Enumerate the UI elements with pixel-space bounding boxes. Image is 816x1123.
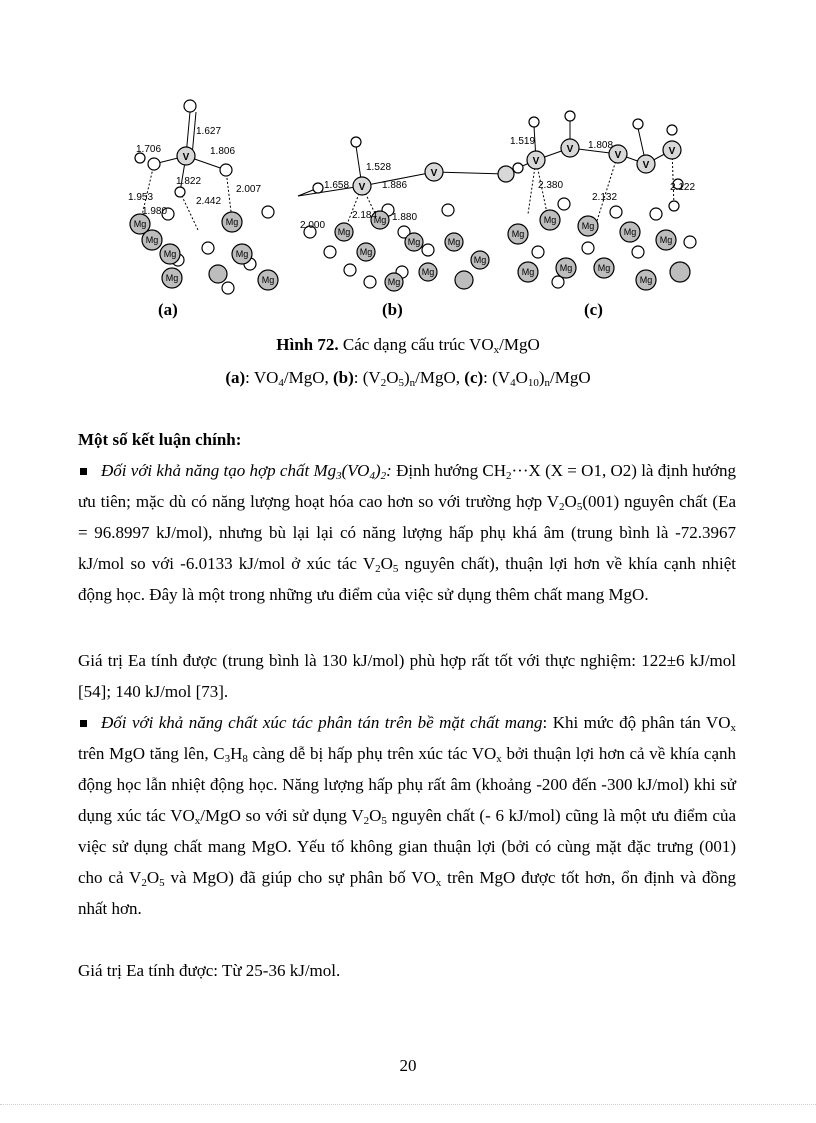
section-heading: Một số kết luận chính:: [78, 430, 242, 449]
svg-text:Mg: Mg: [521, 267, 535, 277]
svg-text:Mg: Mg: [163, 249, 177, 259]
caption-a-end: /MgO,: [283, 368, 334, 387]
caption-b-end: /MgO,: [415, 368, 465, 387]
caption-c-label: (c): [464, 368, 484, 387]
b1-t5-sub: 5: [392, 563, 399, 575]
molecular-structures-image: [118, 92, 698, 297]
figure-caption-panels: [0, 368, 816, 388]
svg-text:Mg: Mg: [387, 277, 401, 287]
caption-a-label: (a): [225, 368, 246, 387]
svg-text:2.000: 2.000: [300, 220, 326, 231]
caption-b-close: ): [404, 368, 410, 387]
svg-text:V: V: [532, 156, 540, 167]
svg-text:2.122: 2.122: [670, 182, 696, 193]
b2-t9: O: [146, 868, 160, 887]
b1-it-sub1: 3: [336, 470, 342, 482]
caption-c-end: /MgO: [550, 368, 591, 387]
b2-t6: /MgO so với sử dụng V: [200, 806, 364, 825]
svg-text:V: V: [430, 168, 438, 179]
page-bottom-border: [0, 1104, 816, 1105]
b2-t4-sub: x: [496, 753, 502, 765]
b1-it-c: ): [374, 461, 381, 480]
svg-text:Mg: Mg: [543, 215, 557, 225]
b1-t5: O: [380, 554, 393, 573]
svg-text:V: V: [642, 160, 650, 171]
svg-text:V: V: [668, 146, 676, 157]
svg-text:1.886: 1.886: [382, 180, 408, 191]
svg-text:1.980: 1.980: [142, 206, 168, 217]
svg-text:Mg: Mg: [581, 221, 595, 231]
caption-a-text: : VO: [245, 368, 279, 387]
b1-t3: O: [564, 492, 577, 511]
b1-t4: (001) nguyên chất (Ea = 96.8997 kJ/mol), nhưng bù lại lại có năng lượng hấp phụ khá âm (trung bình là -72.3967 kJ/mol so với -6.0133 kJ/mol ở xúc tác V: [78, 492, 737, 573]
svg-text:2.184: 2.184: [352, 210, 378, 221]
b2-t5: bởi thuận lợi hơn cả về khía cạnh động học lẫn nhiệt động học. Năng lượng hấp phụ rất âm (khoảng -200 đến -300 kJ/mol) khi sử dụng xúc tác VO: [78, 744, 736, 825]
b2-t1-sub: x: [730, 722, 736, 734]
b2-t2-sub: 3: [224, 753, 231, 765]
svg-text:Mg: Mg: [421, 267, 435, 277]
b2-t3: H: [230, 744, 243, 763]
svg-text:1.822: 1.822: [176, 176, 202, 187]
svg-text:Mg: Mg: [473, 255, 487, 265]
b1-t1-sub: 2: [506, 470, 512, 482]
b2-t1: : Khi mức độ phân tán VO: [542, 713, 731, 732]
svg-text:Mg: Mg: [359, 247, 373, 257]
svg-text:Mg: Mg: [559, 263, 573, 273]
caption-c-text: : (V: [483, 368, 511, 387]
svg-text:Mg: Mg: [623, 227, 637, 237]
caption-b-text: : (V: [353, 368, 381, 387]
conclusion-bullet-2: [78, 707, 736, 924]
b2-t11: trên MgO được tốt hơn, ổn định và đồng nhất hơn.: [78, 868, 736, 918]
svg-text:Mg: Mg: [597, 263, 611, 273]
b2-t6-sub: 2: [363, 815, 370, 827]
b1-t4-sub: 2: [375, 563, 381, 575]
b1-it-b: (VO: [341, 461, 370, 480]
svg-text:2.007: 2.007: [236, 184, 262, 195]
paragraph-ea-1: Giá trị Ea tính được (trung bình là 130 kJ/mol) phù hợp rất tốt với thực nghiệm: 122±6 kJ/mol [54]; 140 kJ/mol [73].: [78, 651, 736, 701]
b1-t2-sub: 2: [559, 501, 565, 513]
structure-figure: [118, 92, 698, 297]
b1-it-sub2: 4: [369, 470, 375, 482]
b2-t8: nguyên chất (- 6 kJ/mol) cũng là một ưu điểm của việc sử dụng chất mang MgO. Yếu tố không gian thuận lợi (bởi có cùng mặt đặc trưng (001) cho cả V: [78, 806, 736, 887]
svg-text:2.380: 2.380: [538, 180, 564, 191]
figure-caption-title: [0, 335, 816, 355]
svg-text:Mg: Mg: [225, 217, 239, 227]
caption-c-sub1: 4: [510, 377, 516, 389]
paragraph-ea-2: Giá trị Ea tính được: Từ 25-36 kJ/mol.: [78, 961, 341, 980]
svg-text:1.706: 1.706: [136, 144, 162, 155]
caption-figure-number: Hình 72.: [276, 335, 339, 354]
svg-text:Mg: Mg: [373, 215, 387, 225]
panel-label-a: (a): [158, 300, 178, 319]
b1-it-a: Đối với khả năng tạo hợp chất Mg: [101, 461, 337, 480]
caption-title-text: Các dạng cấu trúc VO: [338, 335, 494, 354]
caption-b-sub1: 2: [380, 377, 387, 389]
caption-b-sub3: n: [409, 377, 416, 389]
svg-text:1.880: 1.880: [392, 212, 418, 223]
b2-t10: và MgO) đã giúp cho sự phân bố VO: [164, 868, 436, 887]
svg-text:V: V: [614, 150, 622, 161]
caption-c-mid: O: [515, 368, 528, 387]
conclusion-bullet-1: [78, 455, 736, 610]
svg-text:Mg: Mg: [261, 275, 275, 285]
b2-t7-sub: 5: [381, 815, 387, 827]
b1-t6: nguyên chất), thuận lợi hơn về khía cạnh nhiệt động học. Đây là một trong những ưu điểm của việc sử dụng thêm chất mang MgO.: [78, 554, 736, 604]
panel-label-c: (c): [584, 300, 603, 319]
svg-text:2.442: 2.442: [196, 196, 222, 207]
b1-t2: ···X (X = O1, O2) là định hướng ưu tiên; mặc dù có năng lượng hoạt hóa cao hơn so với trường hợp V: [78, 461, 736, 511]
b2-t9-sub: 5: [159, 877, 165, 889]
svg-text:1.528: 1.528: [366, 162, 392, 173]
svg-text:Mg: Mg: [659, 235, 673, 245]
caption-b-sub2: 5: [398, 377, 404, 389]
svg-text:2.132: 2.132: [592, 192, 618, 203]
svg-text:V: V: [358, 182, 366, 193]
caption-c-sub3: n: [544, 377, 551, 389]
svg-text:Mg: Mg: [337, 227, 351, 237]
svg-text:Mg: Mg: [133, 219, 147, 229]
b2-t5-sub: x: [194, 815, 201, 827]
svg-text:Mg: Mg: [447, 237, 461, 247]
caption-sub: x: [493, 344, 500, 356]
panel-label-b: (b): [382, 300, 403, 319]
b2-t4: càng dễ bị hấp phụ trên xúc tác VO: [247, 744, 497, 763]
svg-text:1.627: 1.627: [196, 126, 222, 137]
svg-text:Mg: Mg: [235, 249, 249, 259]
bullet1-italic: [101, 461, 392, 480]
b1-it-sub3: 2: [380, 470, 387, 482]
b2-t2: trên MgO tăng lên, C: [78, 744, 225, 763]
bullet-square-icon: [80, 720, 87, 727]
caption-a-sub: 4: [278, 377, 284, 389]
svg-text:Mg: Mg: [511, 229, 525, 239]
caption-c-close: ): [538, 368, 545, 387]
caption-b-label: (b): [333, 368, 354, 387]
caption-title-end: /MgO: [499, 335, 540, 354]
svg-text:1.808: 1.808: [588, 140, 614, 151]
caption-b-mid: O: [386, 368, 399, 387]
bullet-square-icon: [80, 468, 87, 475]
caption-c-sub2: 10: [527, 377, 539, 389]
svg-text:Mg: Mg: [145, 235, 159, 245]
svg-text:1.953: 1.953: [128, 192, 154, 203]
b2-italic: Đối với khả năng chất xúc tác phân tán trên bề mặt chất mang: [101, 713, 543, 732]
page-number: 20: [399, 1056, 417, 1075]
b2-t8-sub: 2: [141, 877, 147, 889]
b2-t3-sub: 8: [242, 753, 248, 765]
svg-text:Mg: Mg: [407, 237, 421, 247]
b1-it-d: :: [386, 461, 392, 480]
svg-text:V: V: [182, 152, 190, 163]
svg-text:1.658: 1.658: [324, 180, 350, 191]
svg-text:Mg: Mg: [165, 273, 179, 283]
b2-t7: O: [369, 806, 382, 825]
b2-t10-sub: x: [435, 877, 442, 889]
svg-text:1.806: 1.806: [210, 146, 236, 157]
svg-text:Mg: Mg: [639, 275, 653, 285]
svg-text:1.519: 1.519: [510, 136, 536, 147]
b1-t3-sub: 5: [576, 501, 583, 513]
b1-t1: Định hướng CH: [391, 461, 507, 480]
svg-text:V: V: [566, 144, 574, 155]
